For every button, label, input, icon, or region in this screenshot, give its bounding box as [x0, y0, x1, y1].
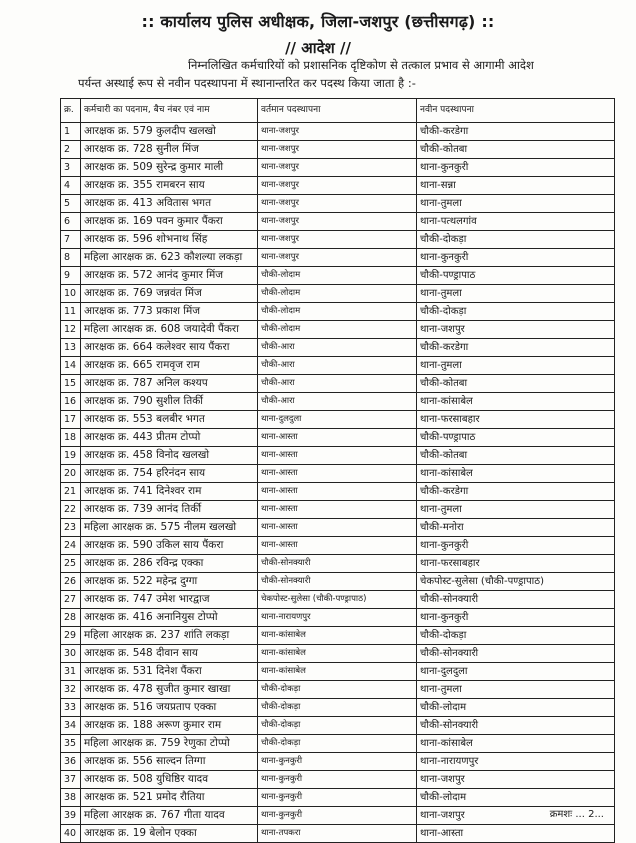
new-posting-cell: थाना-जशपुर — [417, 321, 615, 339]
current-posting-cell: थाना-जशपुर — [258, 141, 417, 159]
column-header-current-posting: वर्तमान पदस्थापना — [258, 99, 417, 123]
new-posting-cell: थाना-जशपुर — [417, 807, 615, 825]
table-row — [61, 717, 615, 735]
current-posting-cell: थाना-जशपुर — [258, 249, 417, 267]
table-row — [61, 321, 615, 339]
current-posting-cell: थाना-जशपुर — [258, 123, 417, 141]
table-row — [61, 447, 615, 465]
table-row — [61, 141, 615, 159]
table-row — [61, 627, 615, 645]
employee-cell: आरक्षक क्र. 522 महेन्द्र दुग्गा — [81, 573, 258, 591]
table-row — [61, 465, 615, 483]
new-posting-cell: चौकी-करडेगा — [417, 339, 615, 357]
new-posting-cell: थाना-कुनकुरी — [417, 249, 615, 267]
serial-cell: 25 — [61, 555, 81, 573]
serial-cell: 8 — [61, 249, 81, 267]
serial-cell: 39 — [61, 807, 81, 825]
table-row — [61, 537, 615, 555]
current-posting-cell: थाना-आस्ता — [258, 429, 417, 447]
employee-cell: आरक्षक क्र. 169 पवन कुमार पैंकरा — [81, 213, 258, 231]
table-row — [61, 177, 615, 195]
table-row — [61, 375, 615, 393]
table-row — [61, 285, 615, 303]
table-row — [61, 249, 615, 267]
new-posting-cell: चौकी-करडेगा — [417, 483, 615, 501]
new-posting-cell: थाना-जशपुर — [417, 771, 615, 789]
employee-cell: आरक्षक क्र. 413 अवितास भगत — [81, 195, 258, 213]
serial-cell: 19 — [61, 447, 81, 465]
serial-cell: 10 — [61, 285, 81, 303]
employee-cell: आरक्षक क्र. 443 प्रीतम टोप्पो — [81, 429, 258, 447]
serial-cell: 4 — [61, 177, 81, 195]
current-posting-cell: थाना-कुनकुरी — [258, 753, 417, 771]
new-posting-cell: चौकी-सोनक्यारी — [417, 591, 615, 609]
new-posting-cell: चौकी-पण्ड्रापाठ — [417, 429, 615, 447]
employee-cell: आरक्षक क्र. 548 दीवान साय — [81, 645, 258, 663]
current-posting-cell: थाना-आस्ता — [258, 537, 417, 555]
current-posting-cell: थाना-जशपुर — [258, 177, 417, 195]
table-row — [61, 357, 615, 375]
current-posting-cell: चौकी-लोदाम — [258, 321, 417, 339]
serial-cell: 11 — [61, 303, 81, 321]
table-row — [61, 159, 615, 177]
current-posting-cell: थाना-जशपुर — [258, 195, 417, 213]
serial-cell: 26 — [61, 573, 81, 591]
new-posting-cell: चेकपोस्ट-सुलेसा (चौकी-पण्ड्रापाठ) — [417, 573, 615, 591]
current-posting-cell: चौकी-दोकड़ा — [258, 681, 417, 699]
table-row — [61, 213, 615, 231]
employee-cell: आरक्षक क्र. 590 उकिल साय पैंकरा — [81, 537, 258, 555]
table-row — [61, 483, 615, 501]
current-posting-cell: थाना-कांसाबेल — [258, 663, 417, 681]
current-posting-cell: चौकी-आरा — [258, 393, 417, 411]
new-posting-cell: चौकी-कोतबा — [417, 375, 615, 393]
current-posting-cell: थाना-आस्ता — [258, 465, 417, 483]
current-posting-cell: चेकपोस्ट-सुलेसा (चौकी-पण्ड्रापाठ) — [258, 591, 417, 609]
new-posting-cell: चौकी-दोकड़ा — [417, 303, 615, 321]
new-posting-cell: थाना-फरसाबहार — [417, 411, 615, 429]
serial-cell: 30 — [61, 645, 81, 663]
column-header-serial: क्र. — [61, 99, 81, 123]
table-row — [61, 411, 615, 429]
serial-cell: 7 — [61, 231, 81, 249]
current-posting-cell: थाना-नारायणपुर — [258, 609, 417, 627]
new-posting-cell: चौकी-करडेगा — [417, 123, 615, 141]
table-row — [61, 501, 615, 519]
employee-cell: आरक्षक क्र. 665 रामवृज राम — [81, 357, 258, 375]
new-posting-cell: चौकी-मनोरा — [417, 519, 615, 537]
serial-cell: 12 — [61, 321, 81, 339]
employee-cell: आरक्षक क्र. 286 रविन्द्र एक्का — [81, 555, 258, 573]
serial-cell: 29 — [61, 627, 81, 645]
serial-cell: 38 — [61, 789, 81, 807]
serial-cell: 5 — [61, 195, 81, 213]
table-row — [61, 555, 615, 573]
new-posting-cell: चौकी-कोतबा — [417, 447, 615, 465]
table-row — [61, 429, 615, 447]
transfer-table — [60, 98, 615, 843]
table-row — [61, 681, 615, 699]
serial-cell: 13 — [61, 339, 81, 357]
table-row — [61, 735, 615, 753]
new-posting-cell: चौकी-दोकड़ा — [417, 627, 615, 645]
employee-cell: आरक्षक क्र. 787 अनिल कश्यप — [81, 375, 258, 393]
new-posting-cell: थाना-कुनकुरी — [417, 537, 615, 555]
employee-cell: आरक्षक क्र. 556 साल्दन तिग्गा — [81, 753, 258, 771]
office-title: :: कार्यालय पुलिस अधीक्षक, जिला-जशपुर (छत्तीसगढ़) :: — [141, 12, 495, 31]
serial-cell: 34 — [61, 717, 81, 735]
employee-cell: आरक्षक क्र. 521 प्रमोद रौतिया — [81, 789, 258, 807]
table-row — [61, 393, 615, 411]
new-posting-cell: थाना-कुनकुरी — [417, 159, 615, 177]
new-posting-cell: थाना-नारायणपुर — [417, 753, 615, 771]
employee-cell: आरक्षक क्र. 747 उमेश भारद्वाज — [81, 591, 258, 609]
serial-cell: 17 — [61, 411, 81, 429]
serial-cell: 22 — [61, 501, 81, 519]
serial-cell: 27 — [61, 591, 81, 609]
new-posting-cell: थाना-तुमला — [417, 501, 615, 519]
employee-cell: आरक्षक क्र. 516 जयप्रताप एक्का — [81, 699, 258, 717]
table-row — [61, 663, 615, 681]
current-posting-cell: चौकी-दोकड़ा — [258, 699, 417, 717]
current-posting-cell: थाना-कुनकुरी — [258, 789, 417, 807]
table-row — [61, 267, 615, 285]
serial-cell: 23 — [61, 519, 81, 537]
table-row — [61, 699, 615, 717]
current-posting-cell: थाना-कुनकुरी — [258, 771, 417, 789]
current-posting-cell: चौकी-आरा — [258, 357, 417, 375]
serial-cell: 16 — [61, 393, 81, 411]
current-posting-cell: थाना-कांसाबेल — [258, 627, 417, 645]
employee-cell: आरक्षक क्र. 769 जन्नवंत मिंज — [81, 285, 258, 303]
employee-cell: आरक्षक क्र. 355 रामबरन साय — [81, 177, 258, 195]
employee-cell: आरक्षक क्र. 754 हरिनंदन साय — [81, 465, 258, 483]
employee-cell: आरक्षक क्र. 579 कुलदीप खलखो — [81, 123, 258, 141]
table-row — [61, 789, 615, 807]
employee-cell: महिला आरक्षक क्र. 237 शांति लकड़ा — [81, 627, 258, 645]
employee-cell: आरक्षक क्र. 790 सुशील तिर्की — [81, 393, 258, 411]
new-posting-cell: थाना-कांसाबेल — [417, 393, 615, 411]
serial-cell: 32 — [61, 681, 81, 699]
table-row — [61, 591, 615, 609]
new-posting-cell: चौकी-पण्ड्रापाठ — [417, 267, 615, 285]
column-header-employee: कर्मचारी का पदनाम, बैच नंबर एवं नाम — [81, 99, 258, 123]
employee-cell: महिला आरक्षक क्र. 759 रेणुका टोप्पो — [81, 735, 258, 753]
serial-cell: 6 — [61, 213, 81, 231]
employee-cell: आरक्षक क्र. 188 अरूण कुमार राम — [81, 717, 258, 735]
table-row — [61, 771, 615, 789]
new-posting-cell: चौकी-कोतबा — [417, 141, 615, 159]
current-posting-cell: चौकी-सोनक्यारी — [258, 555, 417, 573]
table-row — [61, 753, 615, 771]
current-posting-cell: थाना-आस्ता — [258, 519, 417, 537]
new-posting-cell: थाना-आस्ता — [417, 825, 615, 843]
new-posting-cell: थाना-तुमला — [417, 681, 615, 699]
table-row — [61, 645, 615, 663]
new-posting-cell: थाना-सन्ना — [417, 177, 615, 195]
table-row — [61, 123, 615, 141]
serial-cell: 37 — [61, 771, 81, 789]
employee-cell: आरक्षक क्र. 739 आनंद तिर्की — [81, 501, 258, 519]
serial-cell: 28 — [61, 609, 81, 627]
current-posting-cell: थाना-आस्ता — [258, 447, 417, 465]
new-posting-cell: चौकी-दोकड़ा — [417, 231, 615, 249]
current-posting-cell: थाना-कांसाबेल — [258, 645, 417, 663]
current-posting-cell: चौकी-लोदाम — [258, 303, 417, 321]
table-row — [61, 573, 615, 591]
current-posting-cell: थाना-जशपुर — [258, 159, 417, 177]
new-posting-cell: थाना-तुमला — [417, 195, 615, 213]
employee-cell: आरक्षक क्र. 509 सुरेन्द्र कुमार माली — [81, 159, 258, 177]
current-posting-cell: चौकी-लोदाम — [258, 285, 417, 303]
current-posting-cell: चौकी-दोकड़ा — [258, 735, 417, 753]
current-posting-cell: थाना-कुनकुरी — [258, 807, 417, 825]
employee-cell: आरक्षक क्र. 478 सुजीत कुमार खाखा — [81, 681, 258, 699]
serial-cell: 40 — [61, 825, 81, 843]
employee-cell: आरक्षक क्र. 553 बलबीर भगत — [81, 411, 258, 429]
new-posting-cell: चौकी-लोदाम — [417, 789, 615, 807]
serial-cell: 14 — [61, 357, 81, 375]
table-row — [61, 195, 615, 213]
serial-cell: 1 — [61, 123, 81, 141]
employee-cell: आरक्षक क्र. 741 दिनेश्वर राम — [81, 483, 258, 501]
employee-cell: आरक्षक क्र. 508 युधिष्ठिर यादव — [81, 771, 258, 789]
new-posting-cell: थाना-कुनकुरी — [417, 609, 615, 627]
current-posting-cell: चौकी-लोदाम — [258, 267, 417, 285]
table-row — [61, 231, 615, 249]
serial-cell: 3 — [61, 159, 81, 177]
employee-cell: महिला आरक्षक क्र. 767 गीता यादव — [81, 807, 258, 825]
table-row — [61, 825, 615, 843]
new-posting-cell: थाना-कांसाबेल — [417, 735, 615, 753]
current-posting-cell: थाना-दुलदुला — [258, 411, 417, 429]
employee-cell: आरक्षक क्र. 416 अनानियुस टोप्पो — [81, 609, 258, 627]
new-posting-cell: थाना-पत्थलगांव — [417, 213, 615, 231]
current-posting-cell: चौकी-सोनक्यारी — [258, 573, 417, 591]
current-posting-cell: चौकी-आरा — [258, 375, 417, 393]
table-row — [61, 339, 615, 357]
current-posting-cell: थाना-जशपुर — [258, 231, 417, 249]
new-posting-cell: चौकी-सोनक्यारी — [417, 717, 615, 735]
column-header-new-posting: नवीन पदस्थापना — [417, 99, 615, 123]
serial-cell: 36 — [61, 753, 81, 771]
new-posting-cell: थाना-दुलदुला — [417, 663, 615, 681]
serial-cell: 9 — [61, 267, 81, 285]
table-header-row — [61, 99, 615, 123]
table-row — [61, 807, 615, 825]
current-posting-cell: चौकी-दोकड़ा — [258, 717, 417, 735]
intro-line-2: पर्यन्त अस्थाई रूप से नवीन पदस्थापना में स्थानान्तरित कर पदस्थ किया जाता है :- — [78, 76, 416, 90]
serial-cell: 15 — [61, 375, 81, 393]
current-posting-cell: चौकी-आरा — [258, 339, 417, 357]
serial-cell: 24 — [61, 537, 81, 555]
order-heading: // आदेश // — [285, 39, 351, 57]
serial-cell: 20 — [61, 465, 81, 483]
employee-cell: महिला आरक्षक क्र. 608 जयादेवी पैंकरा — [81, 321, 258, 339]
new-posting-cell: थाना-तुमला — [417, 357, 615, 375]
new-posting-cell: थाना-तुमला — [417, 285, 615, 303]
intro-line-1: निम्नलिखित कर्मचारियों को प्रशासनिक दृष्टिकोण से तत्काल प्रभाव से आगामी आदेश — [188, 58, 534, 72]
employee-cell: आरक्षक क्र. 19 बेलोन एक्का — [81, 825, 258, 843]
new-posting-cell: चौकी-लोदाम — [417, 699, 615, 717]
serial-cell: 21 — [61, 483, 81, 501]
employee-cell: आरक्षक क्र. 773 प्रकाश मिंज — [81, 303, 258, 321]
serial-cell: 33 — [61, 699, 81, 717]
serial-cell: 18 — [61, 429, 81, 447]
employee-cell: आरक्षक क्र. 728 सुनील मिंज — [81, 141, 258, 159]
current-posting-cell: थाना-आस्ता — [258, 483, 417, 501]
employee-cell: आरक्षक क्र. 531 दिनेश पैंकरा — [81, 663, 258, 681]
employee-cell: आरक्षक क्र. 572 आनंद कुमार मिंज — [81, 267, 258, 285]
serial-cell: 31 — [61, 663, 81, 681]
new-posting-cell: थाना-फरसाबहार — [417, 555, 615, 573]
employee-cell: आरक्षक क्र. 458 विनोद खलखो — [81, 447, 258, 465]
current-posting-cell: थाना-आस्ता — [258, 501, 417, 519]
continuation-note: क्रमशः ... 2... — [549, 809, 604, 820]
serial-cell: 35 — [61, 735, 81, 753]
new-posting-cell: थाना-कांसाबेल — [417, 465, 615, 483]
table-row — [61, 609, 615, 627]
serial-cell: 2 — [61, 141, 81, 159]
employee-cell: आरक्षक क्र. 664 कलेश्वर साय पैंकरा — [81, 339, 258, 357]
new-posting-cell: चौकी-सोनक्यारी — [417, 645, 615, 663]
current-posting-cell: थाना-जशपुर — [258, 213, 417, 231]
employee-cell: महिला आरक्षक क्र. 623 कौशल्या लकड़ा — [81, 249, 258, 267]
employee-cell: महिला आरक्षक क्र. 575 नीलम खलखो — [81, 519, 258, 537]
employee-cell: आरक्षक क्र. 596 शोभनाथ सिंह — [81, 231, 258, 249]
table-row — [61, 519, 615, 537]
order-intro — [78, 56, 598, 92]
current-posting-cell: थाना-तपकरा — [258, 825, 417, 843]
table-row — [61, 303, 615, 321]
